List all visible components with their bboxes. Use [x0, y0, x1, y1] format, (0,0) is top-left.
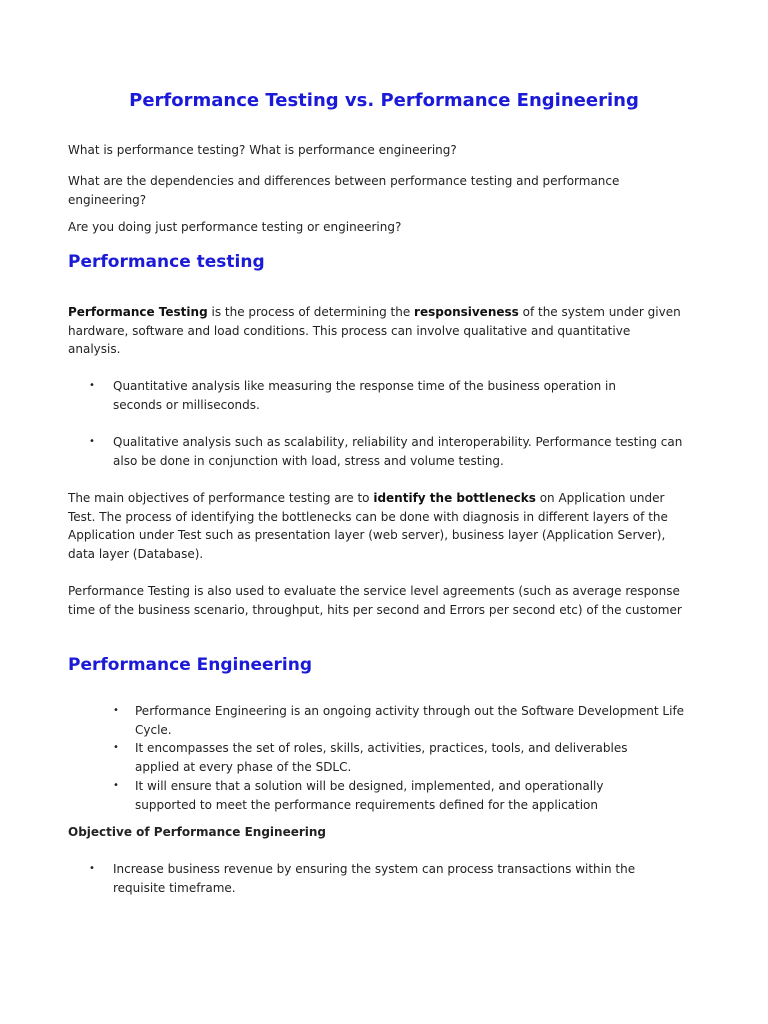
testing-bullet-1: Quantitative analysis like measuring the response time of the business operation in seconds or milliseconds. [113, 379, 616, 412]
objectives-text-1: The main objectives of performance testing are to [68, 491, 374, 505]
objective-subheading: Objective of Performance Engineering [68, 825, 327, 839]
bullet-dot-icon: • [89, 863, 95, 874]
objectives-text-2: on Application under Test. The process of identifying the bottlenecks can be done with diagnosis in different layers of the Application under Test such as presentation layer (web server), business layer (Application Server), data layer (Database). [68, 491, 668, 561]
section-heading-engineering: Performance Engineering [68, 655, 313, 675]
testing-bullet-2: Qualitative analysis such as scalability, reliability and interoperability. Performance testing can also be done in conjunction with load, stress and volume testing. [113, 435, 683, 468]
objective-bullet-1: Increase business revenue by ensuring the system can process transactions within the requisite timeframe. [113, 862, 636, 895]
bullet-dot-icon: • [113, 780, 119, 791]
testing-objectives-paragraph [68, 489, 668, 563]
engineering-bullet-3: It will ensure that a solution will be designed, implemented, and operationally supported to meet the performance requirements defined for the application [135, 779, 604, 812]
engineering-bullet-1: Performance Engineering is an ongoing activity through out the Software Development Life Cycle. [135, 704, 685, 737]
section-heading-testing: Performance testing [68, 252, 265, 272]
document-title: Performance Testing vs. Performance Engineering [129, 90, 639, 111]
term-responsiveness: responsiveness [414, 305, 519, 319]
bullet-dot-icon: • [89, 436, 95, 447]
term-performance-testing: Performance Testing [68, 305, 208, 319]
engineering-bullet-2: It encompasses the set of roles, skills, activities, practices, tools, and deliverables applied at every phase of the SDLC. [135, 741, 628, 774]
bullet-dot-icon: • [89, 380, 95, 391]
bullet-dot-icon: • [113, 742, 119, 753]
definition-text-2: of the system under given hardware, software and load conditions. This process can involve qualitative and quantitative analysis. [68, 305, 681, 357]
bullet-dot-icon: • [113, 705, 119, 716]
intro-question-2: What are the dependencies and differences between performance testing and performance engineering? [68, 174, 620, 207]
intro-question-3: Are you doing just performance testing or engineering? [68, 220, 402, 234]
definition-text-1: is the process of determining the [207, 305, 415, 319]
testing-sla-paragraph: Performance Testing is also used to evaluate the service level agreements (such as average response time of the business scenario, throughput, hits per second and Errors per second etc) of the customer [68, 584, 682, 617]
testing-definition-paragraph [68, 303, 683, 359]
intro-question-1: What is performance testing? What is performance engineering? [68, 143, 457, 157]
term-identify-bottlenecks: identify the bottlenecks [373, 491, 536, 505]
